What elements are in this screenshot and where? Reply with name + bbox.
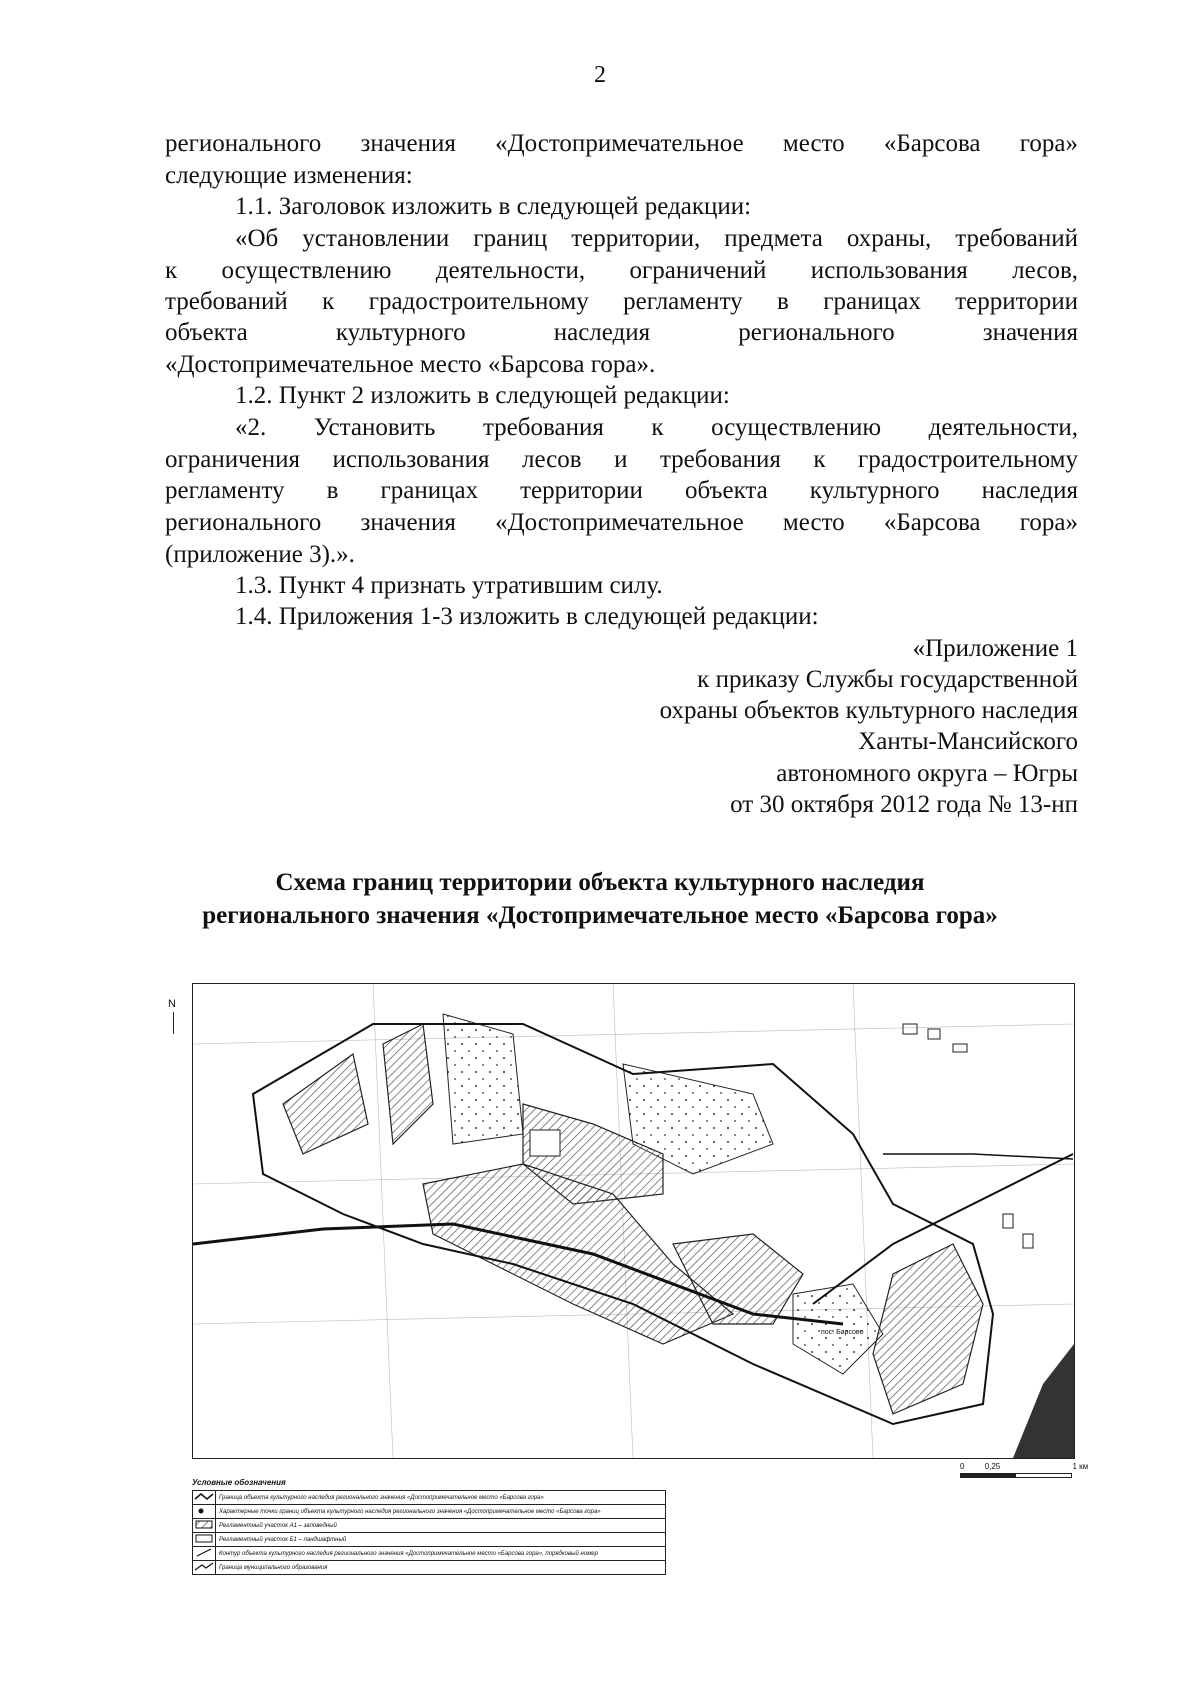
appendix-line: Ханты-Мансийского (858, 728, 1078, 755)
white-plot (530, 1130, 560, 1156)
legend-municipal-icon (193, 1561, 216, 1575)
quoted-title-line: объекта культурного наследия регионального значения (165, 319, 1078, 346)
scheme-title: регионального значения «Достопримечательное место «Барсова гора» (202, 902, 998, 929)
legend-point-icon (193, 1505, 216, 1519)
hatched-zone-a1 (873, 1244, 983, 1414)
road-line (883, 1154, 1073, 1159)
clause-2-line: ограничения использования лесов и требования к градостроительному (165, 446, 1078, 473)
legend-boundary-icon (193, 1491, 216, 1505)
clause-2-line: регионального значения «Достопримечательное место «Барсова гора» (165, 509, 1078, 536)
item-1-3: 1.3. Пункт 4 признать утратившим силу. (235, 572, 663, 599)
river (1013, 1344, 1074, 1458)
north-arrow-label: N (168, 998, 176, 1010)
clause-2-line: «2. Установить требования к осуществлению деятельности, (235, 414, 1078, 441)
appendix-line: автономного округа – Югры (776, 760, 1078, 787)
forest-area (443, 1014, 523, 1144)
map-legend (192, 1478, 666, 1575)
quoted-title-line: к осуществлению деятельности, ограничений использования лесов, (165, 257, 1078, 284)
clause-2-line: (приложение 3).». (165, 541, 355, 568)
scheme-title: Схема границ территории объекта культурного наследия (275, 869, 925, 896)
item-1-2: 1.2. Пункт 2 изложить в следующей редакции: (235, 382, 730, 409)
legend-title: Условные обозначения (192, 1478, 286, 1487)
boundary-map (192, 983, 1075, 1459)
item-1-4: 1.4. Приложения 1-3 изложить в следующей редакции: (235, 603, 819, 630)
legend-item: Граница объекта культурного наследия регионального значения «Достопримечательное место «Барсова гора» (216, 1491, 666, 1505)
north-arrow-icon (173, 1012, 174, 1034)
legend-zone-b1-icon (193, 1533, 216, 1547)
scale-label: 0 (960, 1462, 965, 1471)
body-line: следующие изменения: (165, 162, 413, 189)
quoted-title-line: требований к градостроительному регламенту в границах территории (165, 288, 1078, 315)
item-1-1: 1.1. Заголовок изложить в следующей редакции: (235, 193, 752, 220)
appendix-line: «Приложение 1 (912, 635, 1078, 662)
appendix-line: от 30 октября 2012 года № 13-нп (730, 791, 1078, 818)
buildings (903, 1024, 1033, 1248)
legend-item: Регламентный участок Б1 – ландшафтный (216, 1533, 666, 1547)
appendix-line: охраны объектов культурного наследия (659, 697, 1078, 724)
legend-item: Граница муниципального образования (216, 1561, 666, 1575)
appendix-line: к приказу Службы государственной (697, 666, 1078, 693)
map-drawing (193, 984, 1074, 1458)
scale-label: 1 км (1072, 1462, 1089, 1471)
legend-item: Регламентный участок А1 – заповедный (216, 1519, 666, 1533)
page-number: 2 (594, 62, 606, 88)
legend-item: Характерные точки границ объекта культурного наследия регионального значения «Достопримечательное место «Барсова гора» (216, 1505, 666, 1519)
legend-item: Контур объекта культурного наследия регионального значения «Достопримечательное место «Барсова гора», порядковый номер (216, 1547, 666, 1561)
quoted-title-line: «Об установлении границ территории, предмета охраны, требований (235, 225, 1078, 252)
scale-label: 0,25 (984, 1462, 1001, 1471)
quoted-title-line: «Достопримечательное место «Барсова гора». (165, 351, 656, 378)
legend-zone-a1-icon (193, 1519, 216, 1533)
hatched-zone-a1 (383, 1024, 433, 1144)
scale-bar (960, 1462, 1088, 1478)
legend-contour-icon (193, 1547, 216, 1561)
body-line: регионального значения «Достопримечательное место «Барсова гора» (165, 130, 1078, 157)
clause-2-line: регламенту в границах территории объекта культурного наследия (165, 477, 1078, 504)
settlement-label: пос. Барсово (821, 1329, 864, 1336)
